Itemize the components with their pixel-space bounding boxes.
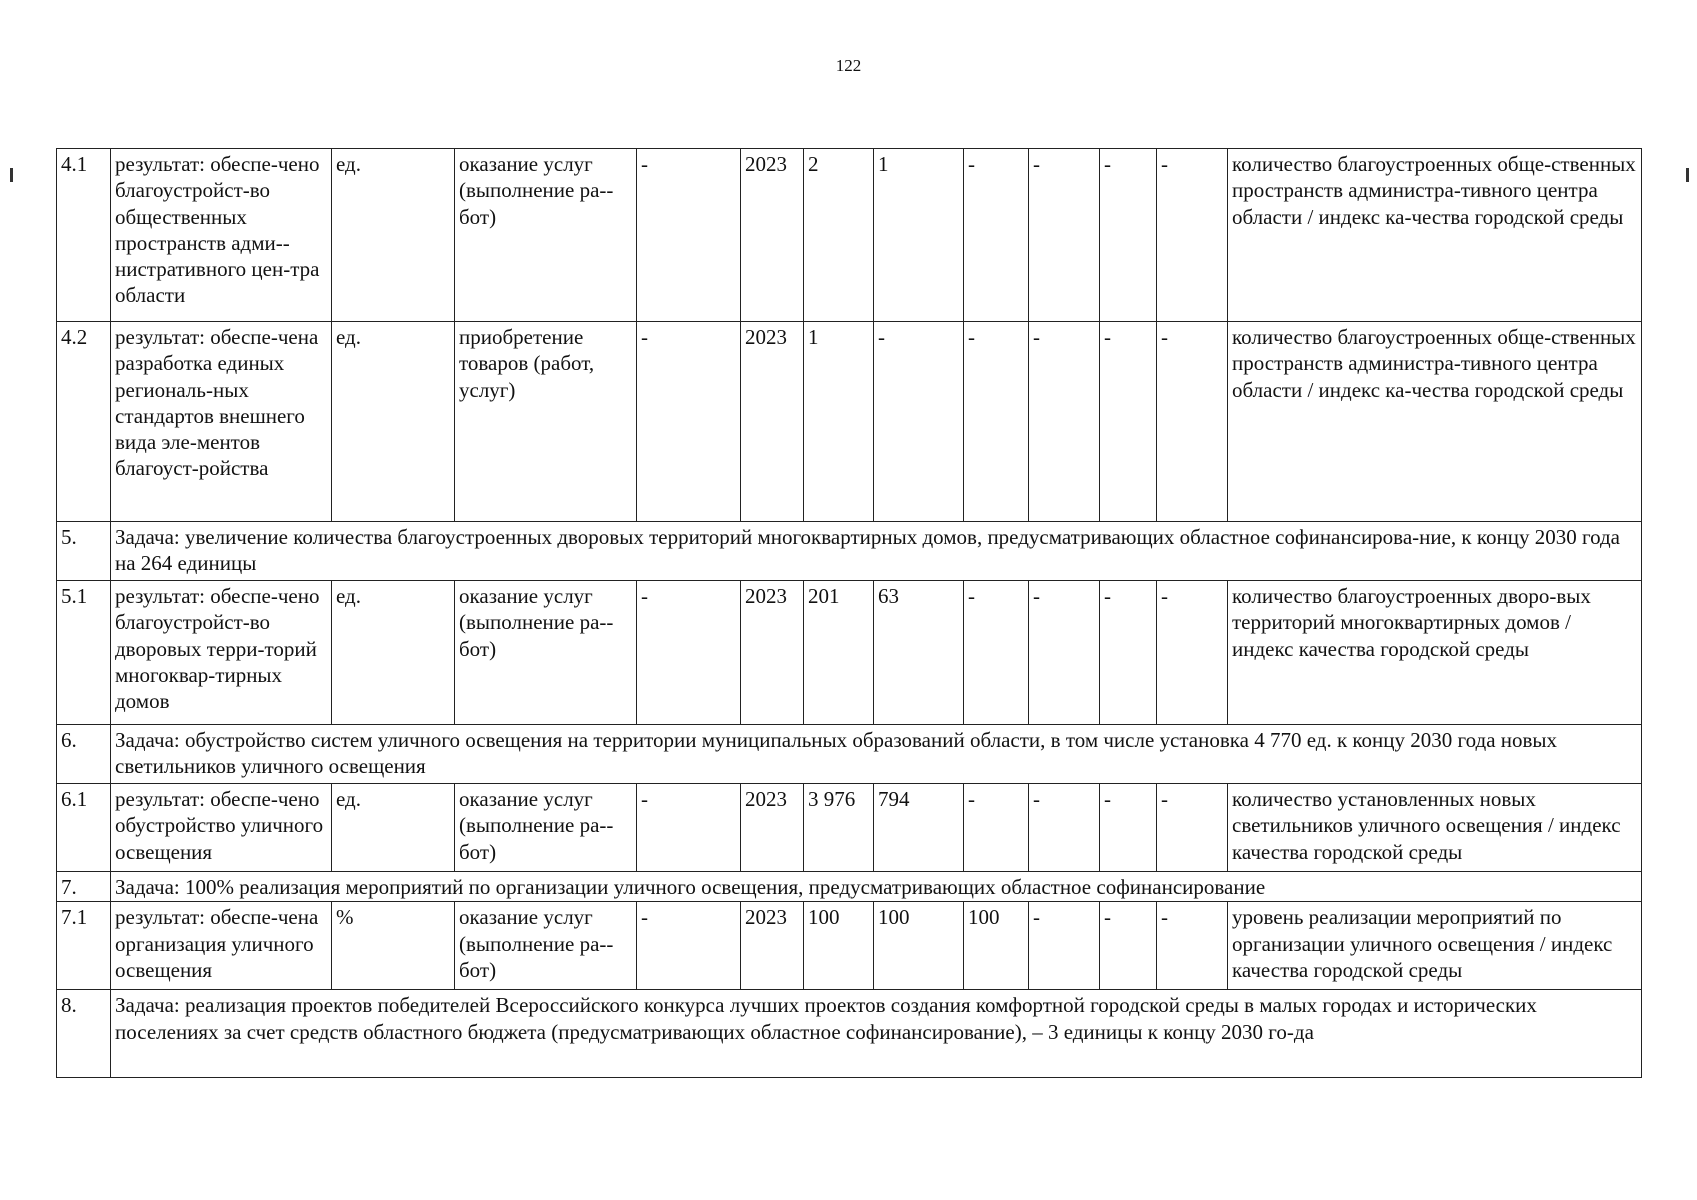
value-2: 794 bbox=[874, 784, 964, 872]
row-number: 4.1 bbox=[57, 149, 111, 322]
base-year: 2023 bbox=[741, 581, 804, 725]
unit: ед. bbox=[332, 581, 455, 725]
value-5: - bbox=[1100, 902, 1157, 990]
value-3: - bbox=[964, 581, 1029, 725]
task-row bbox=[57, 872, 1642, 902]
result-name: результат: обеспе-чено благоустройст-во дворовых терри-торий многоквар-тирных домов bbox=[111, 581, 332, 725]
results-table bbox=[56, 148, 1642, 1078]
value-4: - bbox=[1029, 902, 1100, 990]
value-4: - bbox=[1029, 581, 1100, 725]
value-5: - bbox=[1100, 149, 1157, 322]
row-number: 4.2 bbox=[57, 322, 111, 522]
result-name: результат: обеспе-чено обустройство уличного освещения bbox=[111, 784, 332, 872]
value-4: - bbox=[1029, 149, 1100, 322]
row-number: 5.1 bbox=[57, 581, 111, 725]
unit: ед. bbox=[332, 149, 455, 322]
row-number: 6.1 bbox=[57, 784, 111, 872]
base-value: - bbox=[637, 902, 741, 990]
result-type: оказание услуг (выполнение ра-бот) bbox=[455, 149, 637, 322]
unit: ед. bbox=[332, 322, 455, 522]
base-year: 2023 bbox=[741, 322, 804, 522]
value-3: 100 bbox=[964, 902, 1029, 990]
unit: ед. bbox=[332, 784, 455, 872]
value-4: - bbox=[1029, 784, 1100, 872]
margin-mark-right bbox=[1686, 168, 1689, 182]
row-number: 6. bbox=[57, 725, 111, 784]
result-name: результат: обеспе-чена организация уличного освещения bbox=[111, 902, 332, 990]
value-5: - bbox=[1100, 322, 1157, 522]
value-3: - bbox=[964, 784, 1029, 872]
task-row bbox=[57, 725, 1642, 784]
base-value: - bbox=[637, 581, 741, 725]
result-name: результат: обеспе-чено благоустройст-во общественных пространств адми-нистративного цен-тра области bbox=[111, 149, 332, 322]
base-value: - bbox=[637, 149, 741, 322]
base-year: 2023 bbox=[741, 902, 804, 990]
task-text: Задача: обустройство систем уличного освещения на территории муниципальных образований области, в том числе установка 4 770 ед. к концу 2030 года новых светильников уличного освещения bbox=[111, 725, 1642, 784]
value-1: 2 bbox=[804, 149, 874, 322]
value-6: - bbox=[1157, 322, 1228, 522]
value-2: - bbox=[874, 322, 964, 522]
indicator-link: количество благоустроенных обще-ственных пространств администра-тивного центра области / индекс ка-чества городской среды bbox=[1228, 322, 1642, 522]
value-4: - bbox=[1029, 322, 1100, 522]
value-3: - bbox=[964, 322, 1029, 522]
value-6: - bbox=[1157, 149, 1228, 322]
value-3: - bbox=[964, 149, 1029, 322]
task-text: Задача: 100% реализация мероприятий по организации уличного освещения, предусматривающих областное софинансирование bbox=[111, 872, 1642, 902]
value-2: 63 bbox=[874, 581, 964, 725]
indicator-link: количество установленных новых светильников уличного освещения / индекс качества городской среды bbox=[1228, 784, 1642, 872]
value-6: - bbox=[1157, 581, 1228, 725]
base-value: - bbox=[637, 322, 741, 522]
value-6: - bbox=[1157, 784, 1228, 872]
value-1: 100 bbox=[804, 902, 874, 990]
value-2: 1 bbox=[874, 149, 964, 322]
result-type: оказание услуг (выполнение ра-бот) bbox=[455, 784, 637, 872]
table-body bbox=[57, 149, 1642, 1078]
value-6: - bbox=[1157, 902, 1228, 990]
base-value: - bbox=[637, 784, 741, 872]
task-text: Задача: реализация проектов победителей Всероссийского конкурса лучших проектов создания комфортной городской среды в малых городах и исторических поселениях за счет средств областного бюджета (предусматривающих областное софинансирование), – 3 единицы к концу 2030 го-да bbox=[111, 990, 1642, 1078]
value-1: 201 bbox=[804, 581, 874, 725]
result-name: результат: обеспе-чена разработка единых региональ-ных стандартов внешнего вида эле-ментов благоуст-ройства bbox=[111, 322, 332, 522]
base-year: 2023 bbox=[741, 784, 804, 872]
table-row bbox=[57, 784, 1642, 872]
unit: % bbox=[332, 902, 455, 990]
indicator-link: уровень реализации мероприятий по организации уличного освещения / индекс качества городской среды bbox=[1228, 902, 1642, 990]
value-2: 100 bbox=[874, 902, 964, 990]
row-number: 7. bbox=[57, 872, 111, 902]
margin-mark-left bbox=[10, 168, 13, 182]
task-row bbox=[57, 990, 1642, 1078]
base-year: 2023 bbox=[741, 149, 804, 322]
row-number: 7.1 bbox=[57, 902, 111, 990]
value-5: - bbox=[1100, 784, 1157, 872]
value-1: 3 976 bbox=[804, 784, 874, 872]
result-type: приобретение товаров (работ, услуг) bbox=[455, 322, 637, 522]
task-text: Задача: увеличение количества благоустроенных дворовых территорий многоквартирных домов, предусматривающих областное софинансирова-ние, к концу 2030 года на 264 единицы bbox=[111, 522, 1642, 581]
indicator-link: количество благоустроенных обще-ственных пространств администра-тивного центра области / индекс ка-чества городской среды bbox=[1228, 149, 1642, 322]
table-row bbox=[57, 581, 1642, 725]
row-number: 8. bbox=[57, 990, 111, 1078]
result-type: оказание услуг (выполнение ра-бот) bbox=[455, 902, 637, 990]
indicator-link: количество благоустроенных дворо-вых территорий многоквартирных домов / индекс качества городской среды bbox=[1228, 581, 1642, 725]
row-number: 5. bbox=[57, 522, 111, 581]
table-row bbox=[57, 902, 1642, 990]
table-row bbox=[57, 149, 1642, 322]
result-type: оказание услуг (выполнение ра-бот) bbox=[455, 581, 637, 725]
page-number: 122 bbox=[835, 56, 862, 75]
task-row bbox=[57, 522, 1642, 581]
table-row bbox=[57, 322, 1642, 522]
value-5: - bbox=[1100, 581, 1157, 725]
value-1: 1 bbox=[804, 322, 874, 522]
